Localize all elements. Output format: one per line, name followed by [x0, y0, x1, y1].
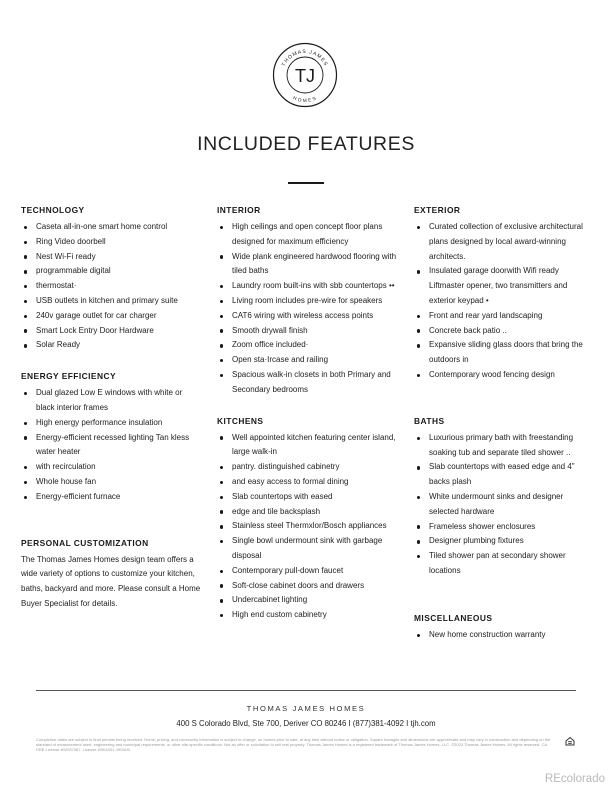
list-item: Laundry room built-ins with sbb countertops •• — [217, 279, 397, 294]
middle-column — [217, 205, 397, 623]
title-divider — [288, 182, 324, 184]
interior-section — [217, 205, 397, 398]
list-item: Wide plank engineered hardwood flooring with tiled baths — [217, 250, 397, 280]
personal-customization-text: The Thomas James Homes design team offers a wide variety of options to customize your kitchen, baths, backyard and more. Please consult a Home Buyer Specialist for details. — [21, 554, 201, 608]
list-item: with recirculation — [21, 460, 201, 475]
list-item: Undercabinet lighting — [217, 593, 397, 608]
list-item: CAT6 wiring with wireless access points — [217, 309, 397, 324]
list-item: thermostat· — [21, 279, 201, 294]
equal-housing-icon — [565, 736, 575, 746]
exterior-list — [414, 220, 594, 383]
personal-customization-section — [21, 538, 201, 612]
list-item: programmable digital — [21, 264, 201, 279]
logo-bottom-text: HOMES — [292, 95, 318, 104]
list-item: Soft-close cabinet doors and drawers — [217, 579, 397, 594]
tj-logo-icon — [272, 42, 338, 108]
list-item: Frameless shower enclosures — [414, 520, 594, 535]
list-item: Stainless steel Thermxlor/Bosch appliances — [217, 519, 397, 534]
list-item: Contemporary pull-down faucet — [217, 564, 397, 579]
list-item: Open sta·Ircase and railing — [217, 353, 397, 368]
list-item: Front and rear yard landscaping — [414, 309, 594, 324]
logo-top-text: THOMAS JAMES — [281, 48, 329, 68]
technology-heading: TECHNOLOGY — [21, 205, 85, 215]
list-item: Luxurious primary bath with freestanding soaking tub and separate tiled shower .. — [414, 431, 594, 461]
energy-list — [21, 386, 201, 504]
left-column — [21, 205, 201, 612]
list-item: Spacious walk-in closets in both Primary and Secondary bedrooms — [217, 368, 397, 398]
footer-address: 400 S Colorado Blvd, Ste 700, Deriver CO 80246 I (877)381-4092 I tjh.com — [176, 719, 436, 728]
list-item: pantry. distinguished cabinetry — [217, 460, 397, 475]
footer-divider — [36, 690, 576, 691]
list-item: Caseta all-in-one smart home control — [21, 220, 201, 235]
list-item: Curated collection of exclusive architectural plans designed by local award-winning architects. — [414, 220, 594, 264]
list-item: Well appointed kitchen featuring center island, large walk-in — [217, 431, 397, 461]
list-item: Smart Lock Entry Door Hardware — [21, 324, 201, 339]
right-column — [414, 205, 594, 643]
kitchens-section — [217, 416, 397, 623]
footer-disclaimer: Completion dates are subject to final permits being received. Home, pricing, and community information is subject to change, on homes prior to sale, at any time without notice or obligation. Square footages and dimensions are approximate and may vary in construction and depending on the standard of measurement used, engineering and municipal requirements, or other site-specific conditions. Not an offer or solicitation to sell real property. Thomas James Homes is a registered trademark of Thomas James Homes, LLC. ©2023 Thomas James Homes. All rights reserved. CA DRE License #02057367. License #SEA201-1903U0. — [36, 737, 551, 753]
interior-heading: INTERIOR — [217, 205, 261, 215]
list-item: High end custom cabinetry — [217, 608, 397, 623]
recolorado-watermark: REcolorado — [544, 773, 605, 785]
list-item: and easy access to formal dining — [217, 475, 397, 490]
interior-list — [217, 220, 397, 398]
list-item: Dual glazed Low E windows with white or black interior frames — [21, 386, 201, 416]
kitchens-heading: KITCHENS — [217, 415, 264, 426]
footer-brand: THOMAS JAMES HOMES — [246, 704, 366, 713]
list-item: Single bowl undermount sink with garbage disposal — [217, 534, 397, 564]
list-item: Energy-efficient recessed lighting Tan kless water heater — [21, 431, 201, 461]
list-item: Contemporary wood fencing design — [414, 368, 594, 383]
technology-section — [21, 205, 201, 353]
miscellaneous-list — [414, 628, 594, 643]
list-item: Concrete back patio .. — [414, 324, 594, 339]
miscellaneous-section — [414, 613, 594, 643]
exterior-heading: EXTERIOR — [414, 205, 461, 215]
list-item: Living room includes pre-wire for speakers — [217, 294, 397, 309]
list-item: Insulated garage doorwith Wifi ready Liftmaster opener, two transmitters and exterior keypad • — [414, 264, 594, 308]
miscellaneous-heading: MISCELLANEOUS — [414, 612, 493, 623]
list-item: Whole house fan — [21, 475, 201, 490]
baths-heading: BATHS — [414, 415, 445, 426]
baths-section — [414, 416, 594, 579]
list-item: edge and tile backsplash — [217, 505, 397, 520]
technology-list — [21, 220, 201, 353]
kitchens-list — [217, 431, 397, 623]
list-item: 240v garage outlet for car charger — [21, 309, 201, 324]
exterior-section — [414, 205, 594, 383]
list-item: High energy performance insulation — [21, 416, 201, 431]
list-item: USB outlets in kitchen and primary suite — [21, 294, 201, 309]
list-item: High ceilings and open concept floor plans designed for maximum efficiency — [217, 220, 397, 250]
list-item: Nest Wi-Fi ready — [21, 250, 201, 265]
personal-customization-heading: PERSONAL CUSTOMIZATION — [21, 537, 149, 548]
svg-text:THOMAS JAMES — [281, 49, 329, 68]
list-item: Tiled shower pan at secondary shower locations — [414, 549, 594, 579]
svg-text:HOMES — [292, 95, 318, 103]
energy-heading: ENERGY EFFICIENCY — [21, 371, 116, 382]
page-title: INCLUDED FEATURES — [197, 133, 415, 155]
list-item: Ring Video doorbell — [21, 235, 201, 250]
logo-monogram: TJ — [295, 66, 315, 86]
list-item: Smooth drywall finish — [217, 324, 397, 339]
list-item: Expansive sliding glass doors that bring the outdoors in — [414, 338, 594, 368]
list-item: Designer plumbing fixtures — [414, 534, 594, 549]
list-item: Zoom office included· — [217, 338, 397, 353]
list-item: Slab countertops with eased edge and 4" backs plash — [414, 460, 594, 490]
list-item: Energy-efficient furnace — [21, 490, 201, 505]
list-item: Solar Ready — [21, 338, 201, 353]
list-item: Slab countertops with eased — [217, 490, 397, 505]
baths-list — [414, 431, 594, 579]
list-item: White undermount sinks and designer selected hardware — [414, 490, 594, 520]
energy-section — [21, 371, 201, 504]
list-item: New home construction warranty — [414, 628, 594, 643]
